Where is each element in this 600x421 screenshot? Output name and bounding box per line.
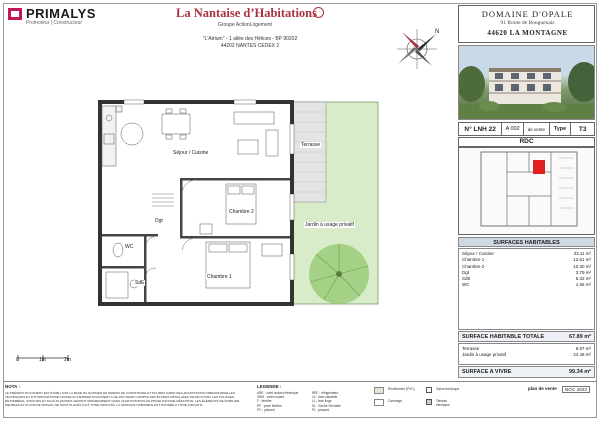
brand-name: PRIMALYS (26, 6, 96, 21)
scale-tick-2m: 2m (64, 357, 71, 363)
surface-value: 5.32 m² (575, 276, 591, 282)
exterior-value: 24.48 m² (573, 352, 591, 358)
legend-item: PC : placard (257, 407, 275, 412)
living-surface-row (458, 366, 595, 378)
exterior-row (462, 352, 591, 358)
surface-name: Séjour / Cuisine (462, 251, 494, 256)
lot-info-row (458, 122, 595, 136)
surface-value: 13.61 m² (573, 257, 591, 263)
address-line-1: "L'Atrium" - 1 allée des Hélices - BP 90202 (202, 36, 298, 42)
tile-swatch-icon (374, 399, 384, 406)
legend-item: PL : placard (312, 407, 329, 412)
room-label-sde: SdE (135, 280, 145, 286)
promoter-group: Groupe ActionLogement (218, 22, 272, 28)
surface-value: 1.56 m² (575, 282, 591, 288)
lot-type-value: T3 (578, 125, 587, 133)
surfaces-title: SURFACES HABITABLES (458, 237, 595, 247)
room-label-chambre-1: Chambre 1 (207, 274, 232, 280)
floor-plan (94, 94, 384, 314)
plan-date: NOV. 2023 (562, 386, 590, 393)
promoter-address (190, 36, 310, 50)
living-surface-value: 99.34 m² (568, 369, 591, 375)
surface-value: 3.79 m² (575, 269, 591, 275)
room-label-terrasse: Terrasse (301, 142, 321, 148)
exterior-name: Jardin à usage privatif (462, 352, 507, 358)
surface-value: 33.11 m² (573, 251, 591, 256)
total-surface-value: 67.89 m² (568, 333, 591, 340)
legend-title: LEGENDE : (257, 384, 282, 389)
scale-tick-0: 0 (16, 357, 19, 363)
legend-item: LV : lave vaisselle (312, 395, 338, 400)
legend-shapes (370, 385, 460, 417)
legend-item: F : fenêtre (257, 399, 272, 404)
surfaces-table (458, 248, 595, 330)
surface-name: Dgt (462, 269, 470, 275)
room-label-chambre-2: Chambre 2 (229, 209, 254, 215)
legend-item: REF : réfrigérateur (312, 391, 339, 395)
tree-icon (309, 244, 369, 304)
legend-list (257, 391, 367, 412)
exterior-name: Terrasse (462, 346, 480, 351)
pvc-swatch-icon (374, 387, 384, 394)
lot-sale-label: de vente (524, 123, 550, 135)
nota-text: LE PRÉSENT DOCUMENT EST ÉTABLI SUR LA BASE DU DOSSIER DE PERMIS DE CONSTRUIRE ET POURRA SUBIR DES ADAPTATIONS DIMENSIONNELLES, TECHNIQUES ET D'HYDROGRAPHIE A PRISE AU DERNIER DOCUMENT A NE PAS TENIR COMPTE DES ÉTUDES DÉTAILLÉES D'EXÉCUTION. LES POUTRES, RETOMBÉES, SOFFITES ET FAUX-PLAFONDS SERONT APPAREMMENT DANS LEUR POSITION EN PHASE D'ÉTUDE DÉFINITIVE. LES ÉLÉMENTS DE MOBILIER, MEUBLES ET PLANS DE TRAVAIL NE SONT PLACÉS QU'À TITRE INDICATIF. LA SURFACE HABITABLE EST DONNÉE À TITRE INDICATIF. (5, 391, 241, 407)
promoter-logo-icon (313, 7, 324, 18)
surface-name: Chambre 1 (462, 257, 485, 263)
room-label-wc: WC (125, 244, 134, 250)
living-surface-label: SURFACE A VIVRE (462, 369, 512, 375)
room-label-sejour: Séjour / Cuisine (173, 150, 209, 156)
promoter-name: La Nantaise d’Habitations (176, 6, 317, 20)
lot-ref: A 002 (502, 123, 524, 135)
lot-type-label: Type (550, 123, 572, 135)
exterior-value: 6.97 m² (575, 346, 591, 351)
building-photo (458, 45, 595, 120)
legend-item: PF : porte fenêtre (257, 403, 282, 408)
duct-icon (426, 387, 432, 393)
exterior-surfaces (458, 343, 595, 365)
electric-panel-icon (426, 399, 432, 405)
room-label-dgt: Dgt (155, 218, 163, 224)
surface-value: 10.30 m² (573, 263, 591, 269)
plan-meta (528, 386, 557, 391)
primalys-logo-icon (8, 8, 22, 20)
surface-name: WC (462, 282, 470, 288)
svg-text:N: N (435, 29, 440, 35)
legend-shape-label: Carrelage (388, 399, 402, 403)
total-surface-row (458, 331, 595, 342)
legend-item: LL : lave linge (312, 399, 332, 404)
key-plan (458, 147, 595, 235)
brand-tagline: Promoteur | Constructeur (26, 20, 83, 26)
surface-name: SdE (462, 276, 471, 282)
project-street: 91 Route de Bouguenais (500, 20, 555, 26)
legend-shape-label: Gaine technique (436, 387, 460, 391)
scale-bar (14, 352, 114, 372)
room-label-jardin: Jardin à usage privatif (305, 222, 354, 228)
project-name: DOMAINE D'OPALE (481, 9, 574, 19)
scale-tick-1m: 1m (39, 357, 46, 363)
plan-type: plan de vente (528, 386, 557, 391)
surface-name: Chambre 2 (462, 263, 485, 269)
lot-level: RDC (458, 137, 595, 147)
legend-shape-label: Revêtement (PVC) (388, 387, 415, 391)
project-title-box (458, 5, 595, 43)
total-surface-label: SURFACE HABITABLE TOTALE (462, 333, 545, 340)
project-city: 44620 LA MONTAGNE (487, 29, 568, 37)
legend-item: ARE : volet roulant électrique (257, 391, 299, 395)
legend-item: SL : Sèche Serviette (312, 403, 341, 408)
lot-number: N° LNH 22 (459, 123, 502, 135)
surface-row (462, 282, 591, 288)
compass-rose-icon (392, 24, 442, 74)
nota-title: NOTA : (5, 384, 20, 389)
legend-item: VRM : volet roulant (257, 395, 285, 400)
legend-shape-label: Tableau électrique (436, 399, 450, 407)
address-line-2: 44202 NANTES CEDEX 2 (220, 43, 280, 49)
